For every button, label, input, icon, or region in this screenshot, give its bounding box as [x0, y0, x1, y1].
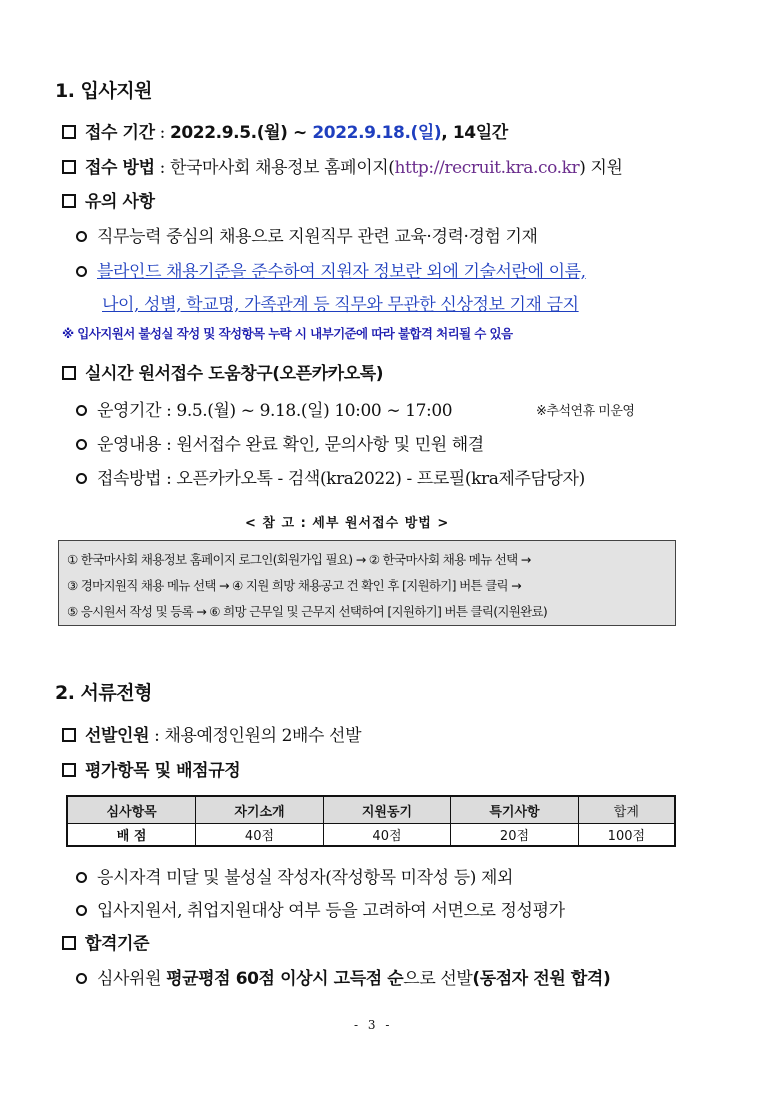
period-label: 접수 기간 [85, 123, 155, 143]
pass-text-mid: 으로 선발 [403, 969, 473, 989]
pass-heading [62, 929, 149, 954]
notes-item-2-line1: 블라인드 채용기준을 준수하여 지원자 정보란 외에 기술서란에 이름, [97, 262, 586, 282]
application-period [62, 118, 508, 143]
selection-text: 채용예정인원의 2배수 선발 [164, 726, 362, 746]
table-cell: 40점 [196, 824, 324, 847]
criteria-heading [62, 756, 240, 781]
period-sep: : [154, 123, 170, 143]
helpdesk-hours [76, 396, 452, 421]
table-row-label: 배 점 [67, 824, 196, 847]
circle-bullet-icon [76, 439, 87, 450]
checkbox-square-icon [62, 194, 76, 208]
table-header-cell: 심사항목 [67, 796, 196, 824]
period-tilde: ∼ [287, 123, 313, 143]
circle-bullet-icon [76, 473, 87, 484]
pass-bold-1: 평균평점 60점 이상시 고득점 순 [166, 969, 404, 989]
table-cell: 20점 [451, 824, 579, 847]
selection-count [62, 721, 361, 746]
checkbox-square-icon [62, 125, 76, 139]
checkbox-square-icon [62, 160, 76, 174]
pass-criteria [76, 964, 610, 989]
table-cell: 100점 [578, 824, 675, 847]
method-text-after: ) 지원 [579, 158, 623, 178]
criteria-label: 평가항목 및 배점규정 [85, 761, 241, 781]
period-days: 14일간 [452, 123, 508, 143]
checkbox-square-icon [62, 366, 76, 380]
checkbox-square-icon [62, 728, 76, 742]
circle-bullet-icon [76, 905, 87, 916]
table-cell: 40점 [323, 824, 451, 847]
checkbox-square-icon [62, 936, 76, 950]
eval-note-2 [76, 896, 565, 921]
section2-title: 2. 서류전형 [55, 682, 152, 704]
application-method [62, 153, 623, 178]
helpdesk-hours-text: 운영기간 : 9.5.(월) ~ 9.18.(일) 10:00 ∼ 17:00 [97, 401, 453, 421]
helpdesk-access-text: 접속방법 : 오픈카카오톡 - 검색(kra2022) - 프로필(kra제주담당자) [97, 469, 585, 489]
selection-label: 선발인원 [85, 726, 150, 746]
reference-line-2: ③ 경마지원직 채용 메뉴 선택 → ④ 지원 희망 채용공고 건 확인 후 [지원하기] 버튼 클릭 → [67, 578, 521, 593]
pass-label: 합격기준 [85, 934, 150, 954]
method-label: 접수 방법 [85, 158, 155, 178]
method-sep: : [154, 158, 170, 178]
period-comma: , [441, 123, 453, 143]
table-header-cell: 자기소개 [196, 796, 324, 824]
reference-box [58, 540, 676, 626]
warning-note: ※ 입사지원서 불성실 작성 및 작성항목 누락 시 내부기준에 따라 불합격 처리될 수 있음 [62, 326, 513, 341]
circle-bullet-icon [76, 973, 87, 984]
notes-heading [62, 187, 155, 212]
pass-bold-2: (동점자 전원 합격) [472, 969, 611, 989]
helpdesk-content-text: 운영내용 : 원서접수 완료 확인, 문의사항 및 민원 해결 [97, 435, 484, 455]
notes-item-2 [76, 257, 586, 282]
table-header-cell: 합계 [578, 796, 675, 824]
helpdesk-content [76, 430, 484, 455]
helpdesk-access [76, 464, 585, 489]
circle-bullet-icon [76, 872, 87, 883]
helpdesk-hours-note: ※추석연휴 미운영 [536, 404, 635, 419]
table-header-row [67, 796, 675, 824]
pass-text-before: 심사위원 [97, 969, 167, 989]
table-header-cell: 특기사항 [451, 796, 579, 824]
reference-line-1: ① 한국마사회 채용정보 홈페이지 로그인(회원가입 필요) → ② 한국마사회 채용 메뉴 선택 → [67, 552, 531, 567]
helpdesk-heading [62, 359, 383, 384]
notes-item-1 [76, 222, 538, 247]
circle-bullet-icon [76, 405, 87, 416]
helpdesk-label: 실시간 원서접수 도움창구(오픈카카오톡) [85, 364, 384, 384]
eval-note-1 [76, 863, 513, 888]
method-text: 한국마사회 채용정보 홈페이지( [169, 158, 395, 178]
page-number: - 3 - [354, 1018, 393, 1032]
circle-bullet-icon [76, 266, 87, 277]
selection-sep: : [149, 726, 165, 746]
circle-bullet-icon [76, 231, 87, 242]
period-start: 2022.9.5.(월) [169, 123, 288, 143]
table-row [67, 824, 675, 847]
reference-title: < 참 고 : 세부 원서접수 방법 > [245, 516, 450, 531]
eval-note-2-text: 입사지원서, 취업지원대상 여부 등을 고려하여 서면으로 정성평가 [97, 901, 565, 921]
eval-note-1-text: 응시자격 미달 및 불성실 작성자(작성항목 미작성 등) 제외 [97, 868, 513, 888]
table-header-cell: 지원동기 [323, 796, 451, 824]
recruit-url-link[interactable]: http://recruit.kra.co.kr [394, 158, 580, 178]
notes-item-1-text: 직무능력 중심의 채용으로 지원직무 관련 교육·경력·경험 기재 [97, 227, 538, 247]
section1-title: 1. 입사지원 [55, 80, 152, 102]
notes-label: 유의 사항 [85, 192, 155, 212]
reference-line-3: ⑤ 응시원서 작성 및 등록 → ⑥ 희망 근무일 및 근무지 선택하여 [지원하기] 버튼 클릭(지원완료) [67, 604, 548, 619]
evaluation-table [66, 795, 676, 847]
period-end: 2022.9.18.(일) [312, 123, 442, 143]
checkbox-square-icon [62, 763, 76, 777]
notes-item-2-line2: 나이, 성별, 학교명, 가족관계 등 직무와 무관한 신상정보 기재 금지 [102, 295, 579, 315]
